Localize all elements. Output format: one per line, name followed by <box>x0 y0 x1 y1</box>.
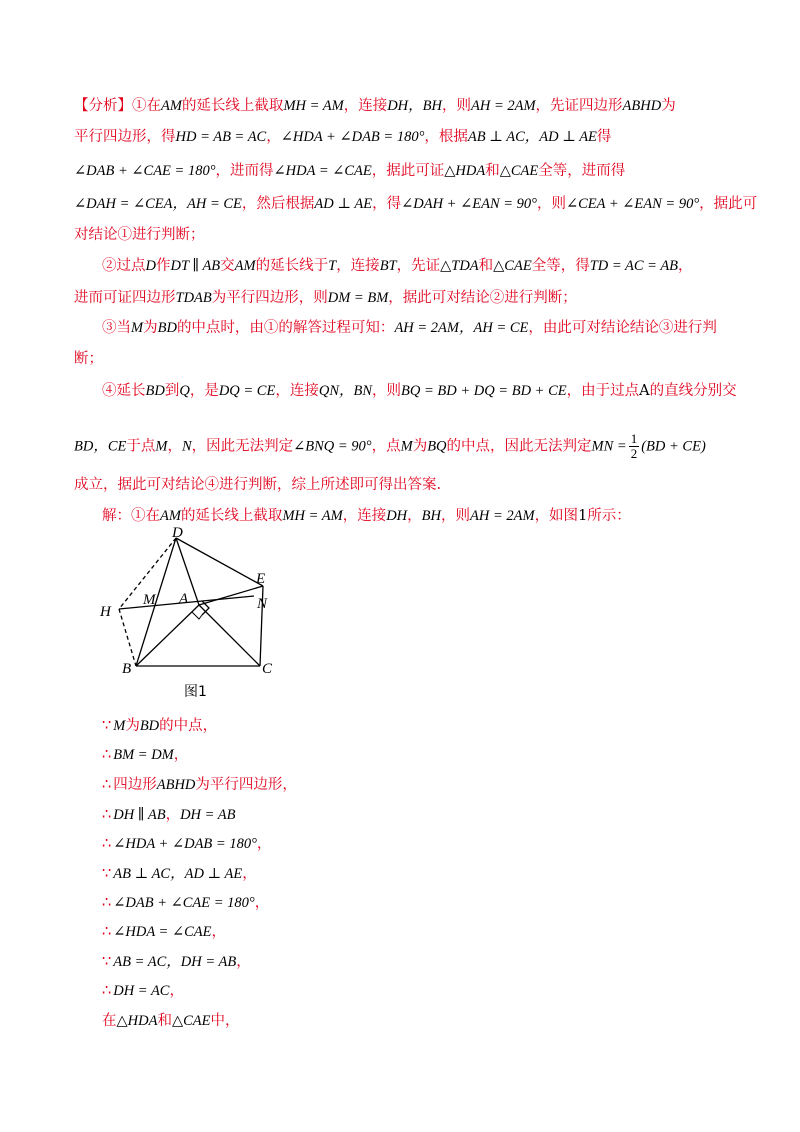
right-angle-mark-2 <box>192 612 202 619</box>
label-C: C <box>262 661 273 677</box>
label-A: A <box>179 591 189 607</box>
analysis-p1-line5: 对结论①进行判断； <box>74 227 205 243</box>
step-text: DH = AB <box>180 807 236 823</box>
label-M: M <box>143 592 156 608</box>
analysis-p4-line2: BD，CE于点M，N，因此无法判定∠BNQ = 90°，点M为BQ的中点，因此无法判定MN = $\frac{1}{2}$ (BD + CE) <box>74 431 706 461</box>
analysis-p2-line2: 进而可证四边形TDAB为平行四边形，则DM = BM，据此可对结论②进行判断； <box>74 290 577 306</box>
therefore-symbol: ∴ <box>102 777 112 793</box>
analysis-p1-line4: ∠DAH = ∠CEA，AH = CE，然后根据AD ⊥ AE，得∠DAH + ∠EAN = 90°，则∠CEA + ∠EAN = 90°，据此可 <box>74 196 758 212</box>
solution-step <box>102 745 762 765</box>
label-B: B <box>122 661 132 677</box>
step-text: 为平行四边形， <box>195 777 297 793</box>
solution-step <box>102 834 762 854</box>
step-text: 和 <box>157 1013 172 1029</box>
solution-step <box>102 775 762 795</box>
step-text: ， <box>256 836 272 852</box>
step-text: AB ⊥ AC，AD ⊥ AE <box>113 866 243 882</box>
solution-step <box>102 1011 762 1031</box>
analysis-p1-line3: ∠DAB + ∠CAE = 180°，进而得∠HDA = ∠CAE，据此可证△HDA和△CAE全等，进而得 <box>74 163 626 179</box>
segment-AC <box>199 605 260 666</box>
because-symbol: ∵ <box>102 718 112 734</box>
step-text: 四边形 <box>113 777 157 793</box>
step-text: 在 <box>102 1013 117 1029</box>
step-text: ∠HDA + ∠DAB = 180° <box>113 836 257 852</box>
step-text: ， <box>254 895 270 911</box>
dashed-HB <box>119 609 136 666</box>
step-text: ∠HDA = ∠CAE <box>113 924 212 940</box>
solution-intro: 解：①在AM的延长线上截取MH = AM，连接DH，BH，则AH = 2AM，如图1所示： <box>102 508 631 524</box>
therefore-symbol: ∴ <box>102 895 112 911</box>
step-text: 中， <box>210 1013 240 1029</box>
analysis-p3-line1: ③当M为BD的中点时，由①的解答过程可知：AH = 2AM，AH = CE，由此可对结论结论③进行判 <box>102 320 717 336</box>
solution-step <box>102 981 762 1001</box>
label-N: N <box>257 596 268 612</box>
step-text: BD <box>139 718 160 734</box>
therefore-symbol: ∴ <box>102 924 112 940</box>
fraction-one-half: $\frac{1}{2}$ <box>630 431 638 461</box>
label-E: E <box>256 571 266 587</box>
solution-step <box>102 864 762 884</box>
step-text: ， <box>236 954 251 970</box>
step-text: ， <box>211 924 226 940</box>
step-text: BM = DM <box>113 747 174 763</box>
therefore-symbol: ∴ <box>102 836 112 852</box>
step-text: 的中点， <box>159 718 218 734</box>
therefore-symbol: ∴ <box>102 983 112 999</box>
step-text: DH ∥ AB <box>113 807 166 823</box>
therefore-symbol: ∴ <box>102 747 112 763</box>
geometry-figure-1 <box>88 526 298 704</box>
analysis-p4-line3: 成立，据此可对结论④进行判断，综上所述即可得出答案. <box>74 477 442 493</box>
label-H: H <box>100 604 111 620</box>
segment-DE <box>176 538 266 587</box>
step-text: AB = AC，DH = AB <box>113 954 237 970</box>
label-D: D <box>172 526 183 541</box>
step-text: 为 <box>125 718 140 734</box>
step-text: ， <box>169 983 184 999</box>
therefore-symbol: ∴ <box>102 807 112 823</box>
solution-step <box>102 952 762 972</box>
because-symbol: ∵ <box>102 954 112 970</box>
solution-step <box>102 805 762 825</box>
solution-step <box>102 893 762 913</box>
solution-step <box>102 716 762 736</box>
step-text: ， <box>173 747 189 763</box>
analysis-p2-line1: ②过点D作DT ∥ AB交AM的延长线于T，连接BT，先证△TDA和△CAE全等，得TD = AC = AB， <box>102 258 693 274</box>
step-text: △HDA <box>116 1013 158 1029</box>
analysis-p1-line1: 【分析】①在AM的延长线上截取MH = AM，连接DH，BH，则AH = 2AM，先证四边形ABHD为 <box>74 98 676 114</box>
step-text: M <box>113 718 126 734</box>
step-text: ， <box>165 807 181 823</box>
step-text: △CAE <box>171 1013 211 1029</box>
solution-step <box>102 922 762 942</box>
step-text: ∠DAB + ∠CAE = 180° <box>113 895 255 911</box>
step-text: ABHD <box>156 777 196 793</box>
step-text: ， <box>242 866 257 882</box>
analysis-p1-line2: 平行四边形，得HD = AB = AC，∠HDA + ∠DAB = 180°，根据AB ⊥ AC，AD ⊥ AE得 <box>74 129 612 145</box>
analysis-p3-line2: 断； <box>74 351 103 367</box>
step-text: DH = AC <box>113 983 170 999</box>
figure-caption: 图1 <box>184 684 207 700</box>
because-symbol: ∵ <box>102 866 112 882</box>
analysis-p4-line1: ④延长BD到Q，是DQ = CE，连接QN，BN，则BQ = BD + DQ = BD + CE，由于过点A的直线分别交 <box>102 383 737 399</box>
